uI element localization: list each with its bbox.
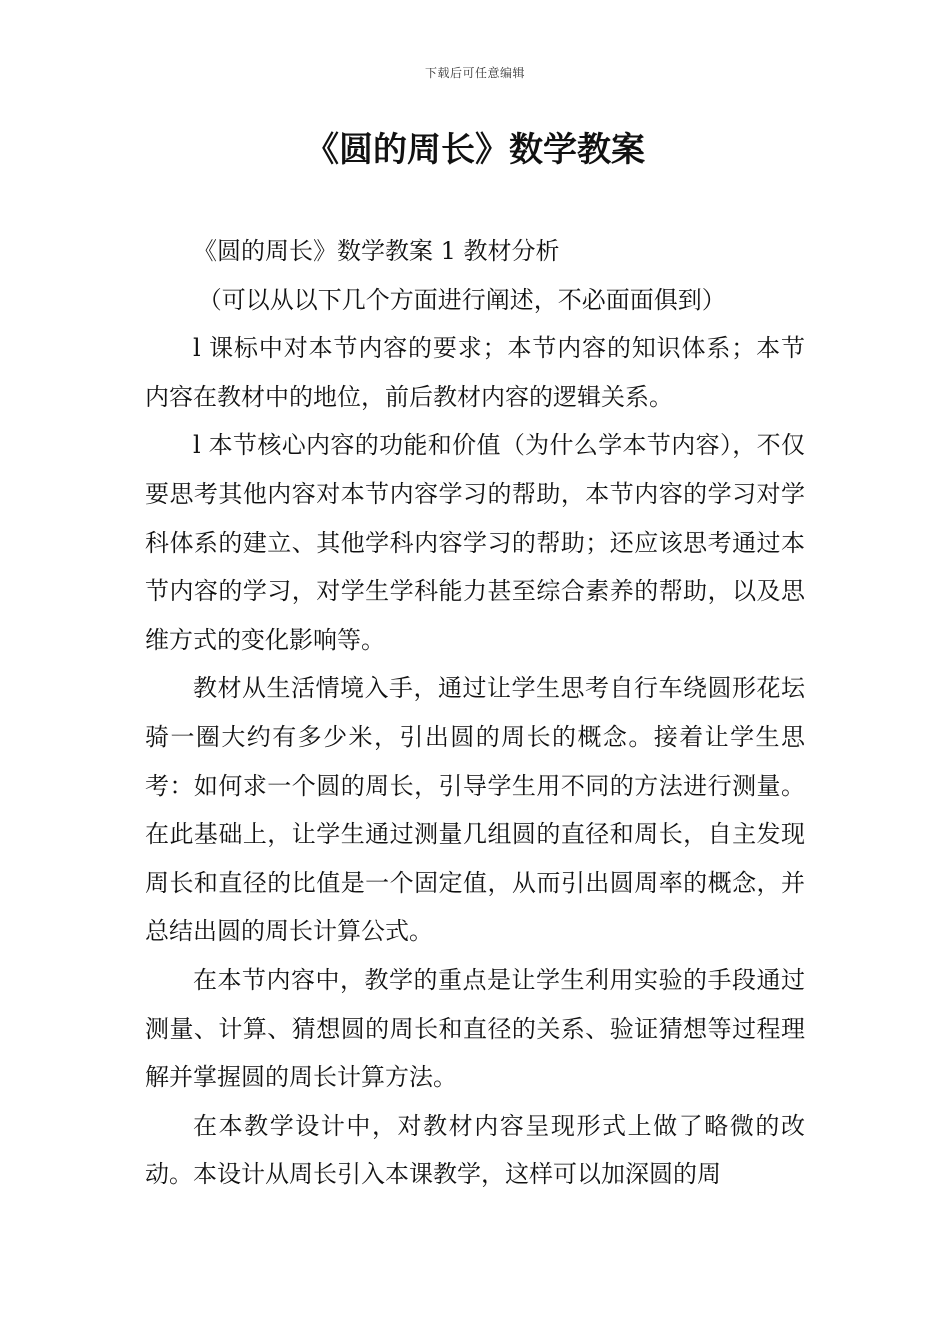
header-note: 下载后可任意编辑: [424, 66, 525, 80]
paragraph: 教材从生活情境入手，通过让学生思考自行车绕圆形花坛骑一圈大约有多少米，引出圆的周长的概念。接着让学生思考：如何求一个圆的周长，引导学生用不同的方法进行测量。在此基础上，让学生通过测量几组圆的直径和周长，自主发现周长和直径的比值是一个固定值，从而引出圆周率的概念，并总结出圆的周长计算公式。: [145, 674, 805, 946]
paragraph-section-heading: 《圆的周长》数学教案 1 教材分析: [193, 237, 560, 265]
paragraph-note: （可以从以下几个方面进行阐述，不必面面俱到）: [197, 285, 726, 314]
paragraph: l 本节核心内容的功能和价值（为什么学本节内容），不仅要思考其他内容对本节内容学习的帮助，本节内容的学习对学科体系的建立、其他学科内容学习的帮助；还应该思考通过本节内容的学习，对学生学科能力甚至综合素养的帮助，以及思维方式的变化影响等。: [145, 431, 805, 654]
paragraph: 在本教学设计中，对教材内容呈现形式上做了略微的改动。本设计从周长引入本课教学，这样可以加深圆的周: [145, 1111, 805, 1189]
document-body: [145, 227, 805, 1199]
document-title: 《圆的周长》数学教案: [305, 130, 645, 170]
paragraph: 在本节内容中，教学的重点是让学生利用实验的手段通过测量、计算、猜想圆的周长和直径的关系、验证猜想等过程理解并掌握圆的周长计算方法。: [145, 965, 805, 1092]
paragraph: l 课标中对本节内容的要求；本节内容的知识体系；本节内容在教材中的地位，前后教材内容的逻辑关系。: [145, 334, 805, 411]
